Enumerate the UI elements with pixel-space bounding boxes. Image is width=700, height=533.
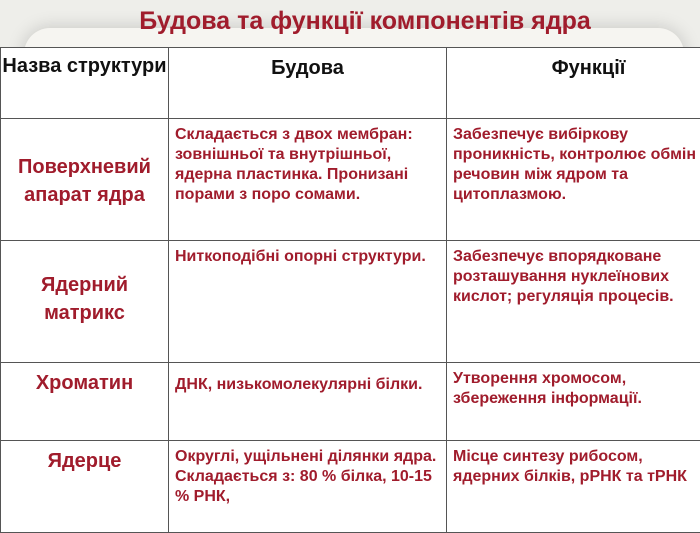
row-functions-cell: Утворення хромосом, збереження інформації. <box>447 363 700 441</box>
table-row <box>1 363 700 441</box>
table-row <box>1 119 700 241</box>
row-structure-cell: ДНК, низькомолекулярні білки. <box>169 363 447 441</box>
slide-title: Будова та функції компонентів ядра <box>0 6 700 36</box>
header-structure-cell: Будова <box>169 48 447 119</box>
row-functions-cell: Місце синтезу рибосом, ядерних білків, рРНК та тРНК <box>447 441 700 533</box>
nucleus-components-table <box>0 47 700 533</box>
table-header-row <box>1 48 700 119</box>
row-name-cell: Хроматин <box>1 363 169 441</box>
row-functions-cell: Забезпечує вибіркову проникність, контролює обмін речовин між ядром та цитоплазмою. <box>447 119 700 241</box>
table-row <box>1 441 700 533</box>
row-structure-cell: Ниткоподібні опорні структури. <box>169 241 447 363</box>
header-functions-cell: Функції <box>447 48 700 119</box>
row-name-cell: Ядерний матрикс <box>1 241 169 363</box>
row-functions-cell: Забезпечує впорядковане розташування нуклеїнових кислот; регуляція процесів. <box>447 241 700 363</box>
header-name-cell: Назва структури <box>1 48 169 119</box>
row-structure-cell: Округлі, ущільнені ділянки ядра. Складається з: 80 % білка, 10-15 % РНК, <box>169 441 447 533</box>
row-name-cell: Поверхневий апарат ядра <box>1 119 169 241</box>
row-name-cell: Ядерце <box>1 441 169 533</box>
row-structure-cell: Складається з двох мембран: зовнішньої та внутрішньої, ядерна пластинка. Пронизані порами з поро сомами. <box>169 119 447 241</box>
table-row <box>1 241 700 363</box>
